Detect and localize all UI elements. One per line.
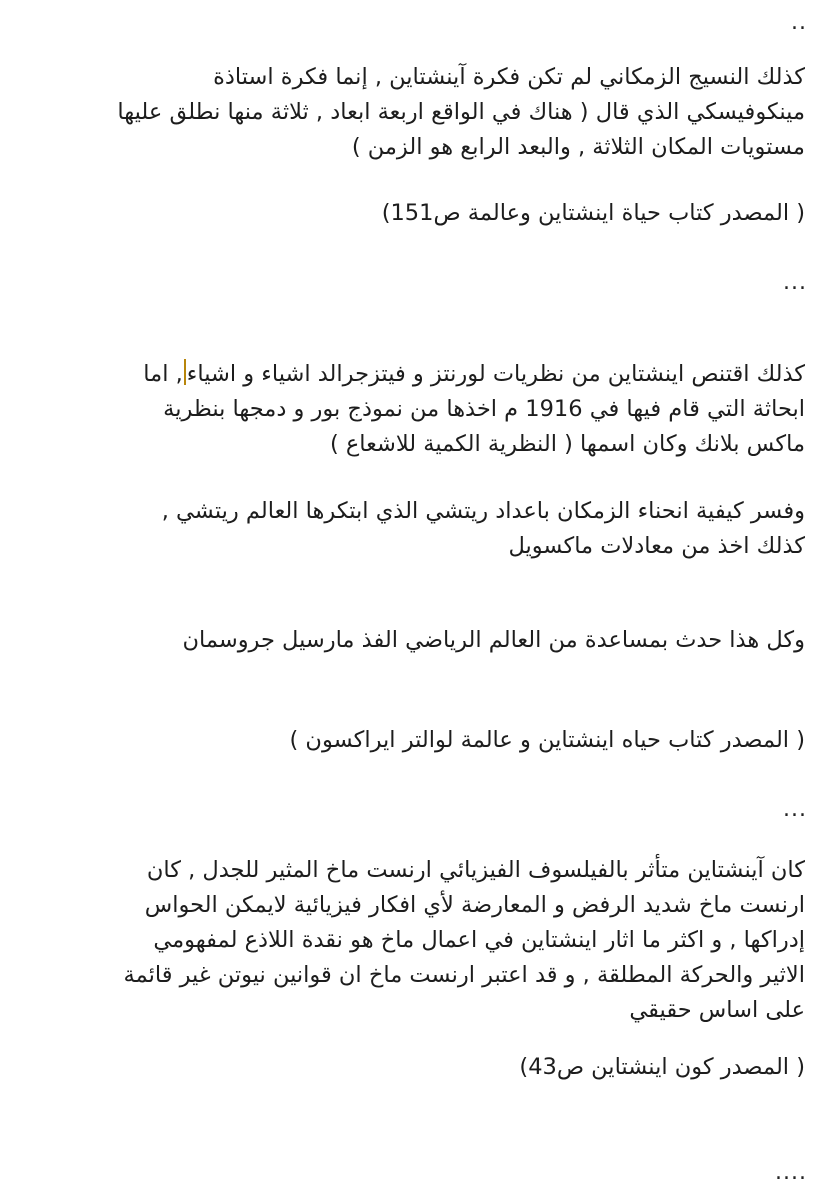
text-cursor [184,359,186,385]
paragraph-line: كان آينشتاين متأثر بالفيلسوف الفيزيائي ارنست ماخ المثير للجدل , كان [146,857,805,883]
paragraph-line-part: كذلك اقتنص اينشتاين من نظريات لورنتز و فيتزجرالد اشياء و اشياء [186,361,805,387]
source-citation: ( المصدر كتاب حياة اينشتاين وعالمة ص151) [381,200,805,226]
paragraph-line: على اساس حقيقي [629,997,805,1023]
paragraph-line: ارنست ماخ شديد الرفض و المعارضة لأي افكار فيزيائية لايمكن الحواس [144,892,805,918]
paragraph-line: ماكس بلانك وكان اسمها ( النظرية الكمية للاشعاع ) [329,431,805,457]
separator-dots: .. [791,10,807,35]
paragraph-line: كذلك النسيج الزمكاني لم تكن فكرة آينشتاين , إنما فكرة استاذة [213,64,805,90]
paragraph-line: وكل هذا حدث بمساعدة من العالم الرياضي الفذ مارسيل جروسمان [182,627,805,653]
source-citation: ( المصدر كتاب حياه اينشتاين و عالمة لوالتر ايراكسون ) [289,727,805,753]
paragraph-line: إدراكها , و اكثر ما اثار اينشتاين في اعمال ماخ هو نقدة اللاذع لمفهومي [153,927,805,953]
paragraph-line: الاثير والحركة المطلقة , و قد اعتبر ارنست ماخ ان قوانين نيوتن غير قائمة [123,962,805,988]
paragraph-line: مينكوفيسكي الذي قال ( هناك في الواقع اربعة ابعاد , ثلاثة منها نطلق عليها [117,99,805,125]
source-citation: ( المصدر كون اينشتاين ص43) [519,1054,805,1080]
separator-dots: ... [783,797,807,822]
paragraph-line: ابحاثة التي قام فيها في 1916 م اخذها من نموذج بور و دمجها بنظرية [163,396,805,422]
paragraph-line: مستويات المكان الثلاثة , والبعد الرابع هو الزمن ) [351,134,805,160]
paragraph-line: كذلك اخذ من معادلات ماكسويل [508,533,805,559]
paragraph-line [20,357,805,391]
paragraph-line-part: , اما [143,361,183,387]
separator-dots: ... [783,270,807,295]
paragraph-line: وفسر كيفية انحناء الزمكان باعداد ريتشي الذي ابتكرها العالم ريتشي , [161,498,805,524]
separator-dots: .... [775,1160,807,1185]
